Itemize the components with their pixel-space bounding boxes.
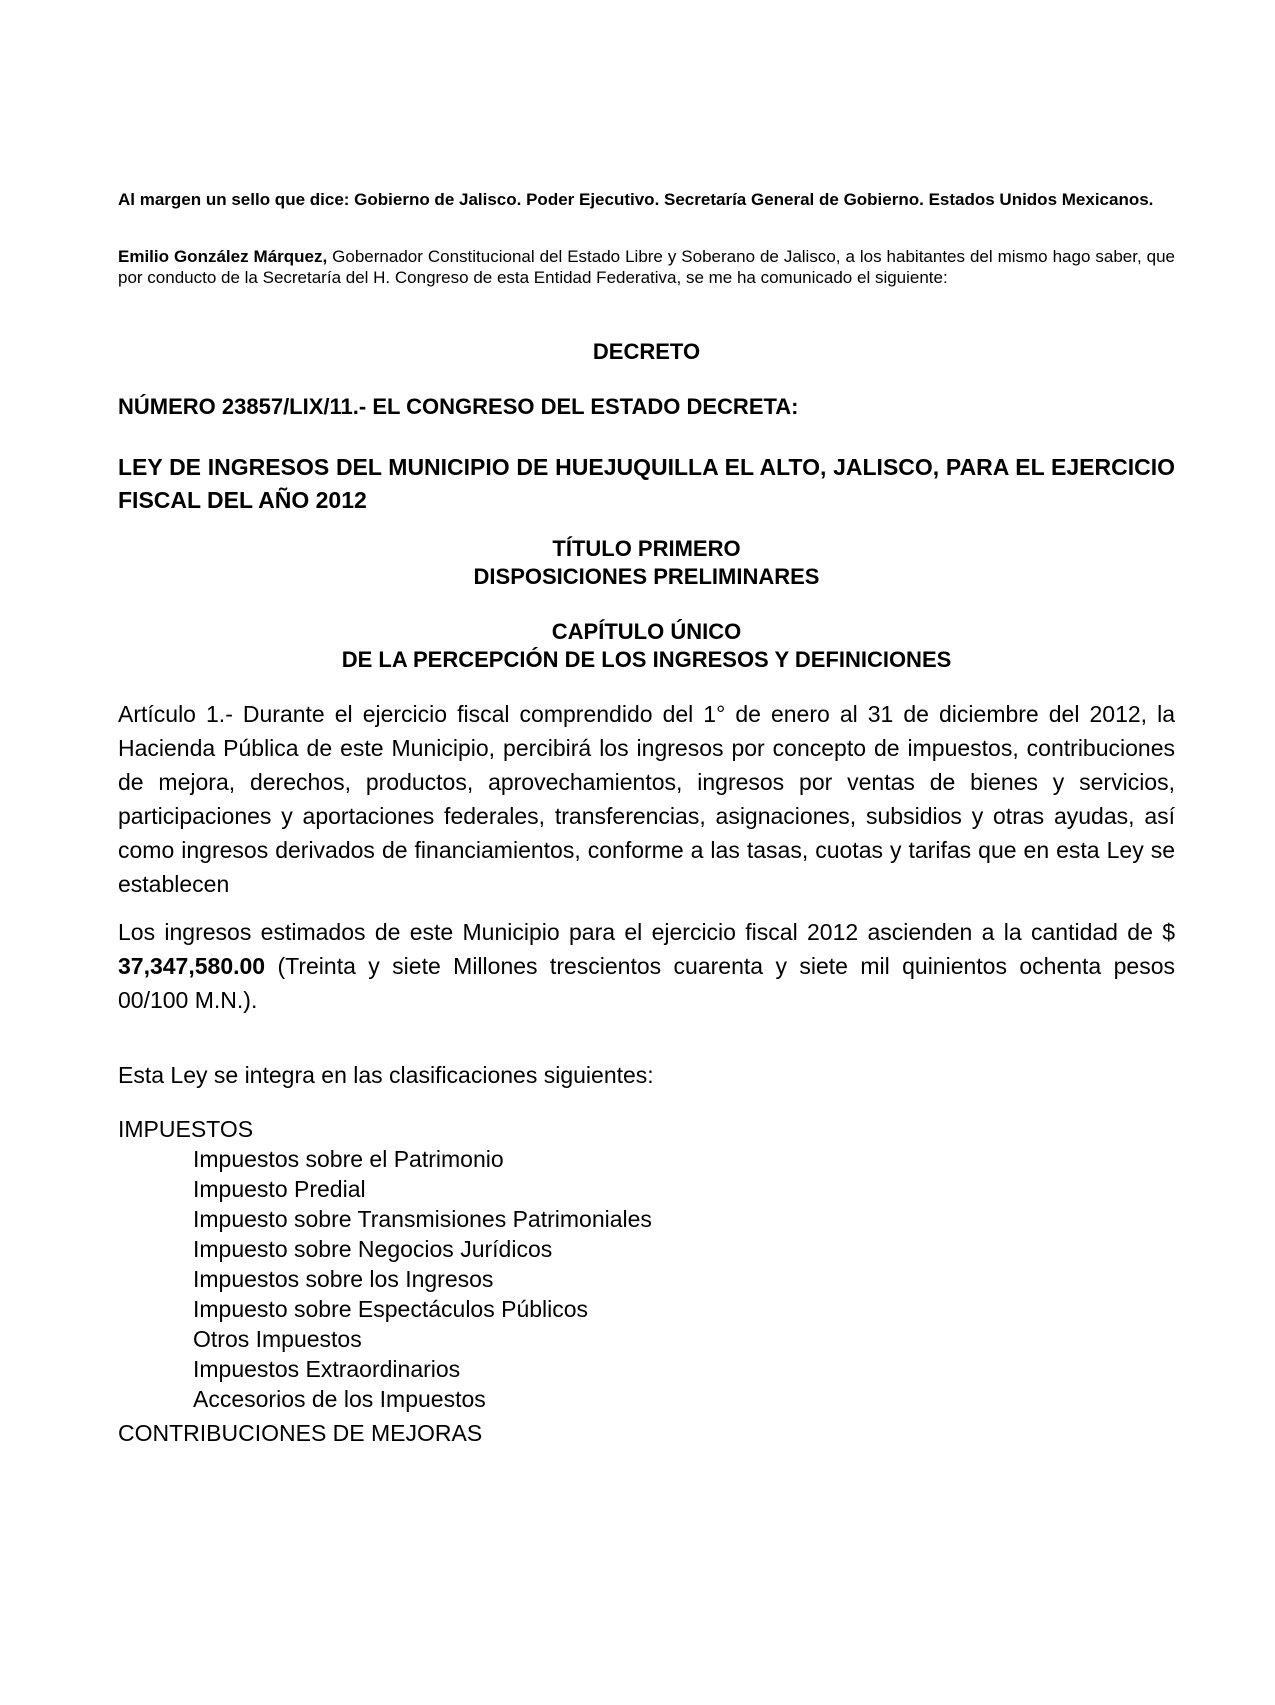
governor-name: Emilio González Márquez, — [118, 247, 328, 266]
impuestos-heading: IMPUESTOS — [118, 1116, 254, 1142]
law-title: LEY DE INGRESOS DEL MUNICIPIO DE HUEJUQUILLA EL ALTO, JALISCO, PARA EL EJERCICIO FISCAL DEL AÑO 2012 — [118, 454, 1175, 513]
list-item: Impuesto sobre Transmisiones Patrimoniales — [193, 1206, 652, 1232]
contribuciones-heading: CONTRIBUCIONES DE MEJORAS — [118, 1420, 483, 1446]
title-primero: TÍTULO PRIMERO — [552, 536, 741, 561]
list-item: Impuestos sobre los Ingresos — [193, 1266, 494, 1292]
list-item: Accesorios de los Impuestos — [193, 1386, 486, 1412]
seal-note: Al margen un sello que dice: Gobierno de Jalisco. Poder Ejecutivo. Secretaría General de Gobierno. Estados Unidos Mexicanos. — [118, 190, 1154, 209]
decree-number: NÚMERO 23857/LIX/11.- EL CONGRESO DEL ESTADO DECRETA: — [118, 394, 799, 419]
decree-title: DECRETO — [592, 339, 701, 364]
list-item: Impuestos Extraordinarios — [193, 1356, 461, 1382]
income-estimate — [118, 915, 1175, 1017]
list-item: Impuesto sobre Negocios Jurídicos — [193, 1236, 553, 1262]
title-subtitle: DISPOSICIONES PRELIMINARES — [473, 564, 820, 589]
promulgation-paragraph — [118, 246, 1175, 288]
list-item: Impuestos sobre el Patrimonio — [193, 1146, 504, 1172]
chapter-subtitle: DE LA PERCEPCIÓN DE LOS INGRESOS Y DEFINICIONES — [341, 647, 952, 672]
classification-intro: Esta Ley se integra en las clasificaciones siguientes: — [118, 1062, 654, 1088]
list-item: Impuesto Predial — [193, 1176, 366, 1202]
article-1: Artículo 1.- Durante el ejercicio fiscal comprendido del 1° de enero al 31 de diciembre del 2012, la Hacienda Pública de este Municipio, percibirá los ingresos por concepto de impuestos, contribuciones de mejora, derechos, productos, aprovechamientos, ingresos por ventas de bienes y servicios, participaciones y aportaciones federales, transferencias, asignaciones, subsidios y otras ayudas, así como ingresos derivados de financiamientos, conforme a las tasas, cuotas y tarifas que en esta Ley se establecen — [118, 701, 1175, 897]
estimate-amount: 37,347,580.00 — [118, 953, 266, 979]
estimate-suffix: (Treinta y siete Millones trescientos cuarenta y siete mil quinientos ochenta pesos 00/100 M.N.). — [118, 953, 1175, 1013]
list-item: Impuesto sobre Espectáculos Públicos — [193, 1296, 589, 1322]
promulgation-text: Gobernador Constitucional del Estado Libre y Soberano de Jalisco, a los habitantes del mismo hago saber, que por conducto de la Secretaría del H. Congreso de esta Entidad Federativa, se me ha comunicado el siguiente: — [118, 247, 1175, 287]
list-item: Otros Impuestos — [193, 1326, 362, 1352]
estimate-prefix: Los ingresos estimados de este Municipio para el ejercicio fiscal 2012 ascienden a la cantidad de $ — [118, 919, 1175, 945]
impuestos-section — [118, 1114, 1175, 1414]
chapter-title: CAPÍTULO ÚNICO — [551, 619, 742, 644]
